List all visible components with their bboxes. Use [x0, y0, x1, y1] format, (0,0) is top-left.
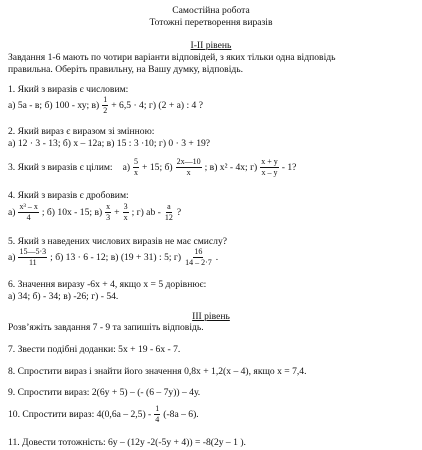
q4-c-fraction-1: [105, 203, 111, 222]
q3-b-text: + 15; б): [142, 162, 173, 173]
q3-tail: - 1?: [281, 162, 297, 173]
q5-a-fraction: [18, 248, 47, 267]
q3-d-num: х + у: [261, 157, 278, 166]
q1-answers-part1: а) 5а - в; б) 100 - ху; в): [8, 100, 100, 111]
q5-a-num: 15—5·3: [19, 247, 47, 256]
q4-c-den1: 3: [106, 213, 111, 222]
question-9: 9. Спростити вираз: 2(6у + 5) – (- (6 – 7у)) – 4у.: [8, 387, 201, 398]
q4-c-den2: х: [123, 213, 128, 222]
question-1-answers: [8, 96, 203, 115]
level3-instruction: Розв’яжіть завдання 7 - 9 та запишіть відповідь.: [8, 322, 204, 333]
question-3: [8, 158, 296, 177]
question-11: 11. Довести тотожність: 6у – (12у -2(-5у + 4)) = -8(2у – 1 ).: [8, 437, 246, 448]
q10-den: 4: [155, 415, 160, 424]
q3-b-num: 2х—10: [176, 157, 201, 166]
q5-d-fraction: [184, 248, 213, 267]
question-6-answers: а) 34; б) - 34; в) -26; г) - 54.: [8, 291, 119, 302]
q4-d-num: а: [167, 202, 171, 211]
q1-frac-den: 2: [103, 106, 108, 115]
q5-tail: .: [215, 252, 219, 263]
q4-c-num1: х: [106, 202, 111, 211]
q3-a-den: х: [134, 168, 139, 177]
q3-b-fraction: [176, 158, 202, 177]
q3-text: 3. Який з виразів є цілим:: [8, 162, 113, 173]
q3-a-fraction: [133, 158, 139, 177]
q3-b-den: х: [186, 168, 191, 177]
q4-d-text: ; г) аb -: [131, 207, 161, 218]
q10-part2: (-8а – 6).: [163, 409, 199, 420]
question-5: 5. Який з наведених числових виразів не має смислу?: [8, 236, 228, 247]
level1-heading: I-II рівень: [190, 40, 232, 51]
q3-a-num: 5: [134, 157, 139, 166]
q5-d-den: 14 – 2·7: [185, 258, 212, 267]
q4-c-num2: 3: [123, 202, 128, 211]
q3-d-fraction: [260, 158, 279, 177]
q5-b-text: ; б) 13 · 6 - 12; в) (19 + 31) : 5; г): [50, 252, 182, 263]
q10-num: 1: [155, 404, 160, 413]
q1-fraction: [102, 96, 108, 115]
question-4-answers: [8, 203, 181, 222]
worksheet-title: Самостійна робота: [172, 5, 250, 16]
q4-d-den: 12: [164, 213, 173, 222]
question-2-answers: а) 12 · 3 - 13; б) х – 12а; в) 15 : 3 ·10; г) 0 · 3 + 19?: [8, 138, 211, 149]
level3-heading: III рівень: [192, 311, 230, 322]
q10-fraction: [154, 405, 160, 424]
q3-c-text: ; в) х² - 4х; г): [204, 162, 258, 173]
question-4: 4. Який з виразів є дробовим:: [8, 190, 129, 201]
q1-frac-num: 1: [103, 95, 108, 104]
q4-b-text: ; б) 10х - 15; в): [41, 207, 103, 218]
q3-d-den: х – у: [261, 168, 278, 177]
q4-a-fraction: [18, 203, 38, 222]
q4-tail: ?: [176, 207, 182, 218]
q10-part1: 10. Спростити вираз: 4(0,6а – 2,5) -: [8, 409, 152, 420]
q4-a-num: х³ – х: [19, 202, 38, 211]
question-7: 7. Звести подібні доданки: 5х + 19 - 6х - 7.: [8, 344, 181, 355]
q4-a-label: а): [8, 207, 16, 218]
intro-line-1: Завдання 1-6 мають по чотири варіанти відповідей, з яких тільки одна відповідь: [8, 52, 336, 63]
q5-d-num: 16: [194, 247, 203, 256]
q4-d-fraction: [164, 203, 174, 222]
q3-a-label: а): [122, 162, 131, 173]
q4-plus: +: [114, 207, 120, 218]
question-6: 6. Значення виразу -6х + 4, якщо х = 5 дорівнює:: [8, 279, 207, 290]
question-2: 2. Який вираз є виразом зі змінною:: [8, 126, 155, 137]
question-8: 8. Спростити вираз і знайти його значення 0,8х + 1,2(х – 4), якщо х = 7,4.: [8, 366, 307, 377]
question-5-answers: [8, 248, 218, 267]
question-1: 1. Який з виразів є числовим:: [8, 84, 129, 95]
q1-answers-part2: + 6,5 · 4; г) (2 + а) : 4 ?: [111, 100, 203, 111]
intro-line-2: правильна. Оберіть правильну, на Вашу думку, відповідь.: [8, 64, 244, 75]
worksheet-subtitle: Тотожні перетворення виразів: [149, 17, 273, 28]
question-10: [8, 405, 199, 424]
q4-a-den: 4: [26, 213, 31, 222]
q5-a-den: 11: [28, 258, 37, 267]
q5-a-label: а): [8, 252, 16, 263]
q4-c-fraction-2: [123, 203, 129, 222]
